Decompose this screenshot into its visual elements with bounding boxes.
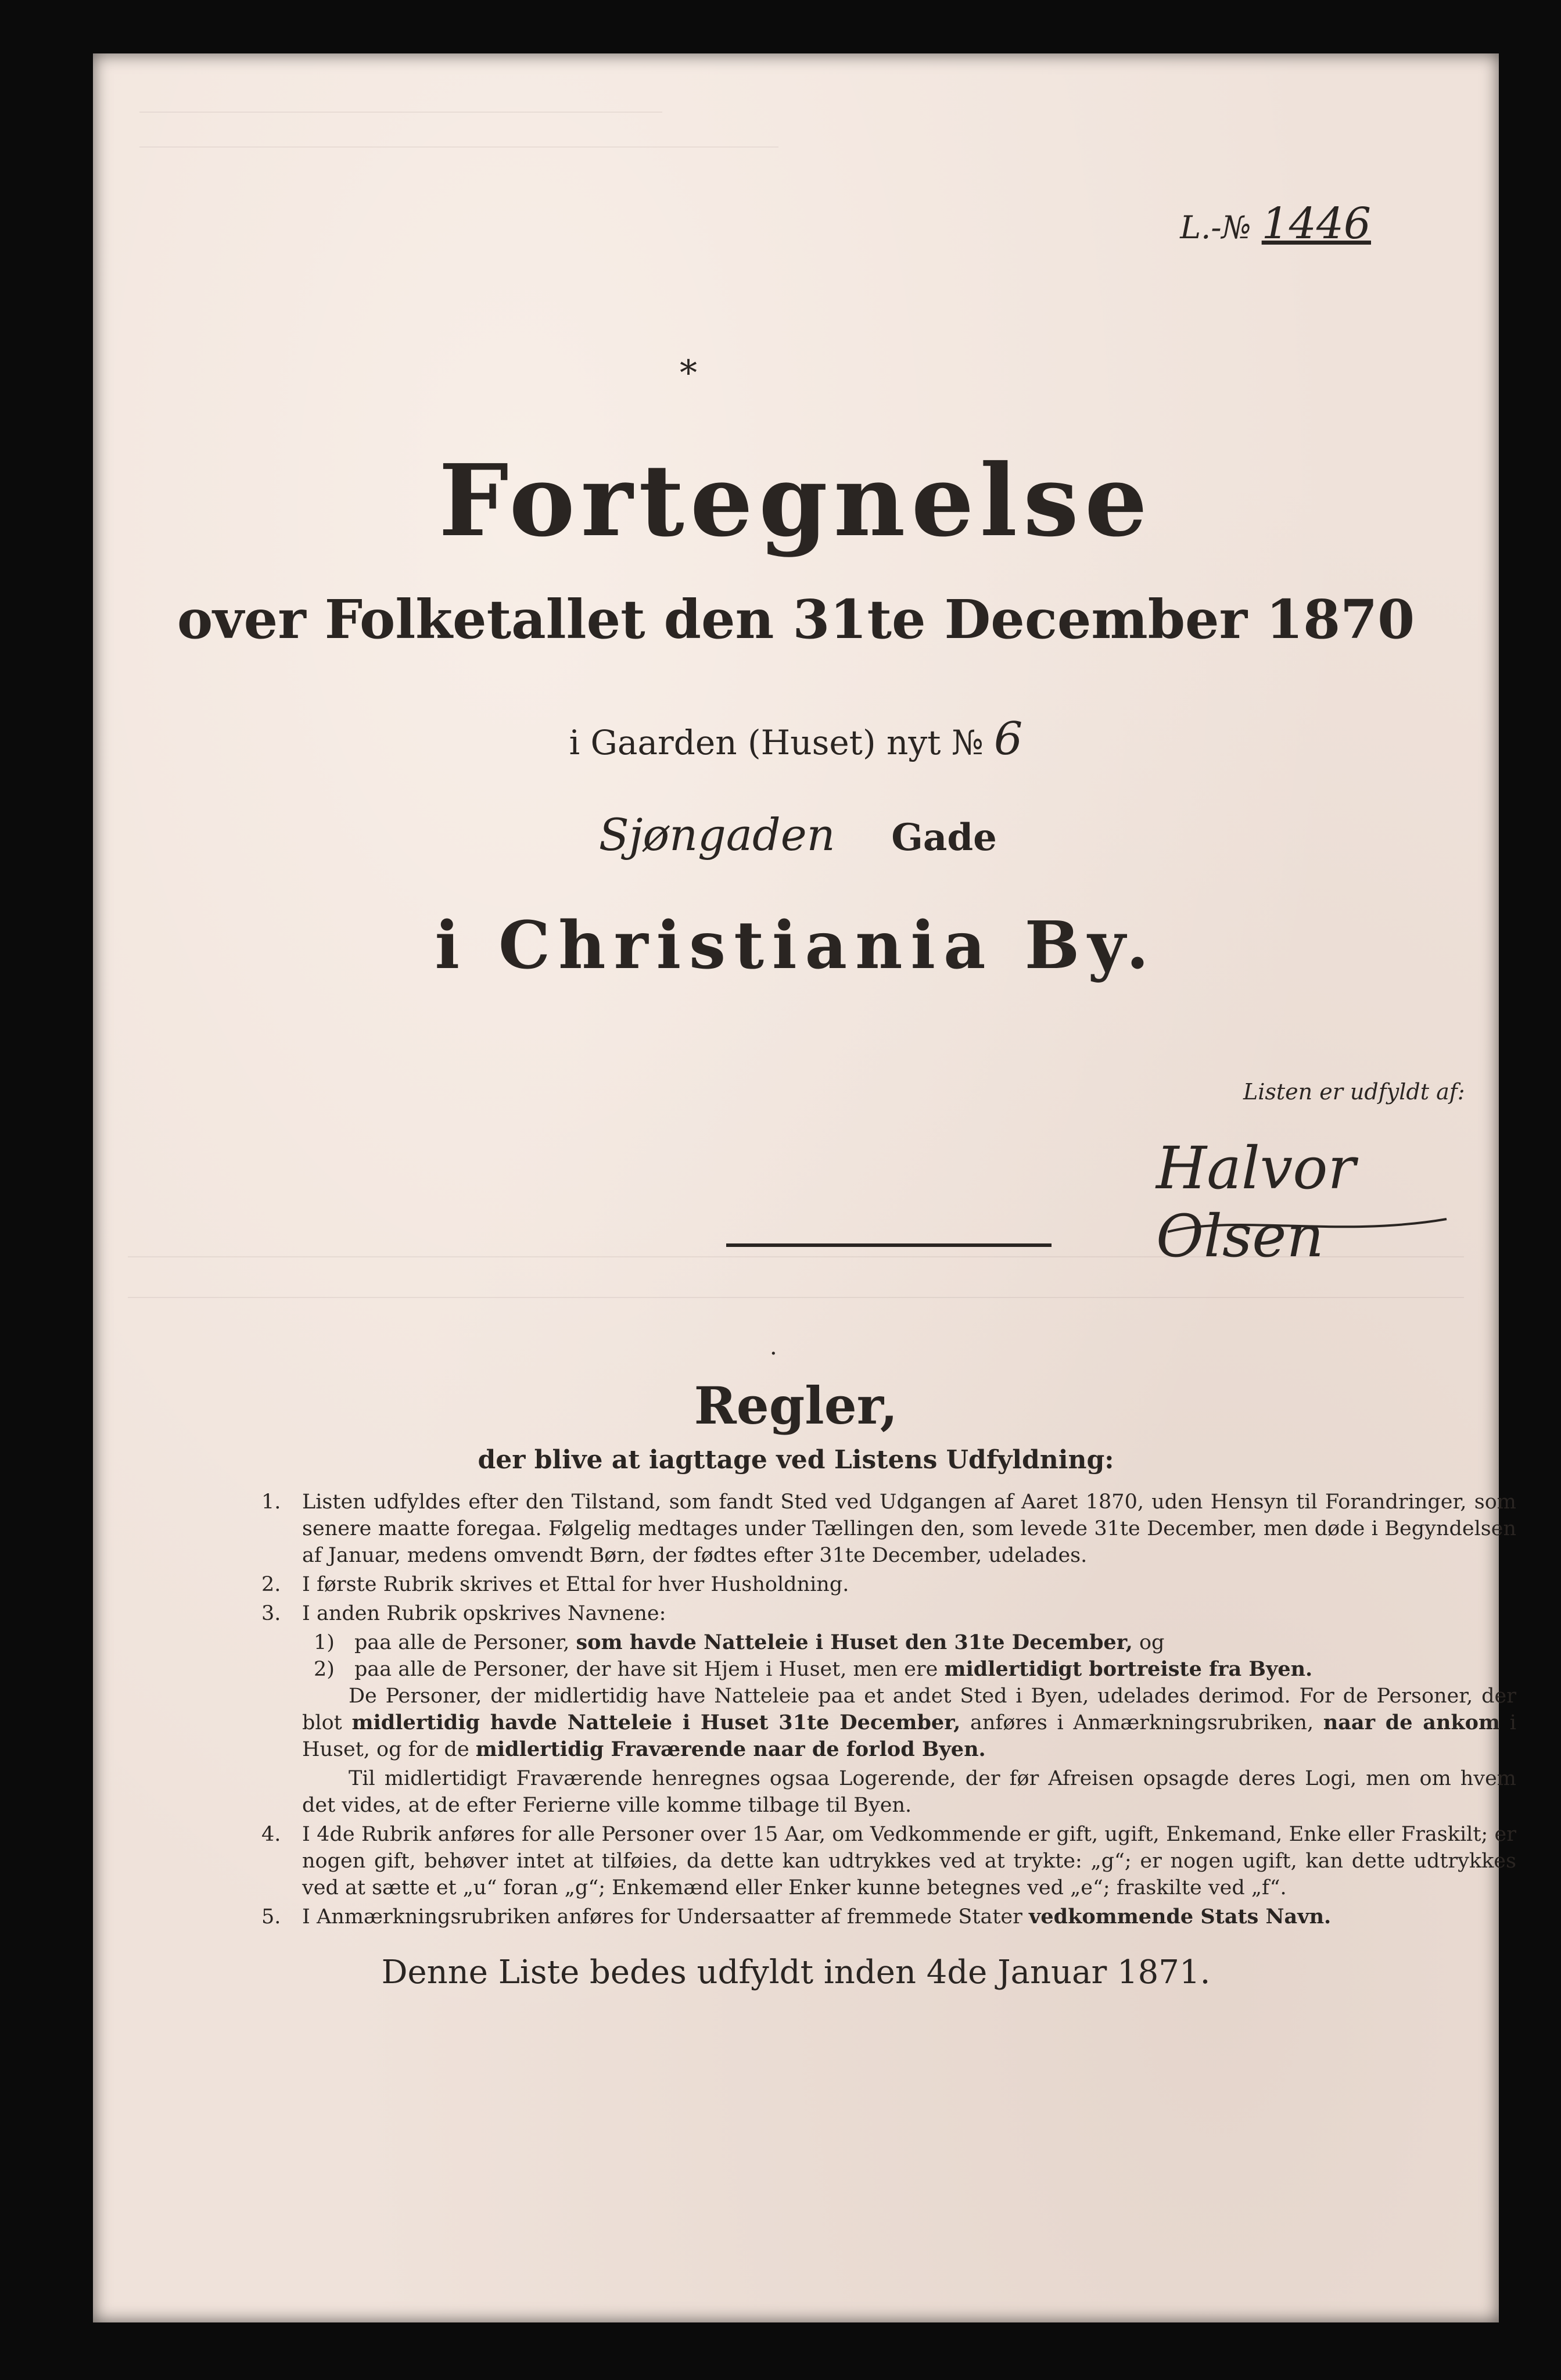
bleed-through-line <box>128 1297 1464 1298</box>
street-line <box>93 809 1499 861</box>
ref-prefix: L.-№ <box>1180 209 1251 246</box>
list-reference-number <box>1180 199 1371 249</box>
rule-number: 5. <box>261 1905 281 1929</box>
rule-text: Listen udfyldes efter den Tilstand, som fandt Sted ved Udgangen af Aaret 1870, uden Hensyn til Forandringer, som senere maatte foregaa. Følgelig medtages under Tællingen den, som levede 31te December, men døde i Begyndelsen af Januar, medens omvendt Børn, der fødtes efter 31te December, udelades. <box>302 1490 1516 1567</box>
bleed-through-line <box>139 112 662 113</box>
rule-text: I anden Rubrik opskrives Navnene: <box>302 1602 666 1625</box>
paragraph-emphasis: midlertidig havde Natteleie i Huset 31te December, <box>351 1711 961 1734</box>
ink-dot: · <box>770 1340 777 1367</box>
rule-item-3 <box>261 1600 1516 1627</box>
rule-number: 3. <box>261 1602 281 1625</box>
paragraph-text: De Personer, der midlertidig have Natteleie paa et andet Sted i Byen, udelades derimod. For de Personer, der blot <box>302 1684 1516 1734</box>
subitem-number: 2) <box>314 1658 335 1681</box>
paragraph-emphasis: naar de ankom <box>1323 1711 1501 1734</box>
subitem-emphasis: som havde Natteleie i Huset den 31te December, <box>576 1630 1133 1654</box>
house-number-value: 6 <box>993 713 1023 765</box>
city-line: i Christiania By. <box>435 908 1157 984</box>
subitem-text: paa alle de Personer, <box>354 1631 570 1654</box>
paragraph-text: i Huset, og for de <box>302 1711 1516 1761</box>
page-title: Fortegnelse <box>438 443 1154 559</box>
rule-subitem-1 <box>261 1629 1516 1656</box>
rule-emphasis: vedkommende Stats Navn. <box>1029 1905 1332 1929</box>
subitem-text: og <box>1139 1631 1165 1654</box>
rules-title: Regler, <box>694 1375 898 1436</box>
rule-item-5 <box>261 1904 1516 1930</box>
rule-number: 1. <box>261 1490 281 1514</box>
house-number-line <box>93 713 1499 765</box>
street-name-value: Sjøngaden <box>598 809 835 861</box>
bleed-through-line <box>139 146 778 148</box>
rule-text: I 4de Rubrik anføres for alle Personer over 15 Aar, om Vedkommende er gift, ugift, Enkemand, Enke eller Fraskilt; er nogen gift, behøver intet at tilføies, da dette kan udtrykkes ved at trykte: „g“; er nogen ugift, kan dette udtrykkes ved at sætte et „u“ foran „g“; Enkemænd eller Enker kunne betegnes ved „e“; fraskilte ved „f“. <box>302 1823 1516 1899</box>
rule-subitem-2 <box>261 1656 1516 1683</box>
rule-paragraph <box>261 1683 1516 1763</box>
house-number-label: i Gaarden (Huset) nyt № <box>569 723 984 762</box>
filled-by-label: Listen er udfyldt af: <box>1243 1079 1465 1105</box>
census-form-page <box>93 53 1516 2322</box>
rule-text: I Anmærkningsrubriken anføres for Undersaatter af fremmede Stater <box>302 1905 1022 1929</box>
paragraph-text: Til midlertidigt Fraværende henregnes ogsaa Logerende, der før Afreisen opsagde deres Logi, men om hvem det vides, at de efter Ferierne ville komme tilbage til Byen. <box>302 1767 1516 1817</box>
rules-subtitle: der blive at iagttage ved Listens Udfyldning: <box>478 1445 1114 1475</box>
rule-item-2 <box>261 1571 1516 1598</box>
rule-paragraph <box>261 1765 1516 1819</box>
rule-number: 2. <box>261 1573 281 1596</box>
star-mark: * <box>680 353 697 393</box>
signature-flourish <box>1165 1209 1449 1243</box>
rules-list <box>261 1489 1516 1933</box>
paragraph-emphasis: midlertidig Fraværende naar de forlod Byen. <box>475 1737 986 1761</box>
filled-by-signature: Halvor Olsen <box>1156 1134 1356 1270</box>
subitem-text: paa alle de Personer, der have sit Hjem i Huset, men ere <box>354 1658 938 1681</box>
ref-number-value: 1446 <box>1261 199 1371 249</box>
subitem-number: 1) <box>314 1631 335 1654</box>
rule-item-1 <box>261 1489 1516 1569</box>
subitem-emphasis: midlertidigt bortreiste fra Byen. <box>944 1657 1313 1681</box>
page-subtitle: over Folketallet den 31te December 1870 <box>177 588 1415 651</box>
street-label: Gade <box>891 816 997 859</box>
rule-number: 4. <box>261 1823 281 1846</box>
paragraph-text: anføres i Anmærkningsrubriken, <box>970 1711 1314 1734</box>
deadline-note: Denne Liste bedes udfyldt inden 4de Januar 1871. <box>381 1954 1211 1991</box>
rule-text: I første Rubrik skrives et Ettal for hver Husholdning. <box>302 1573 849 1596</box>
rule-item-4 <box>261 1821 1516 1901</box>
section-divider <box>726 1243 1052 1247</box>
